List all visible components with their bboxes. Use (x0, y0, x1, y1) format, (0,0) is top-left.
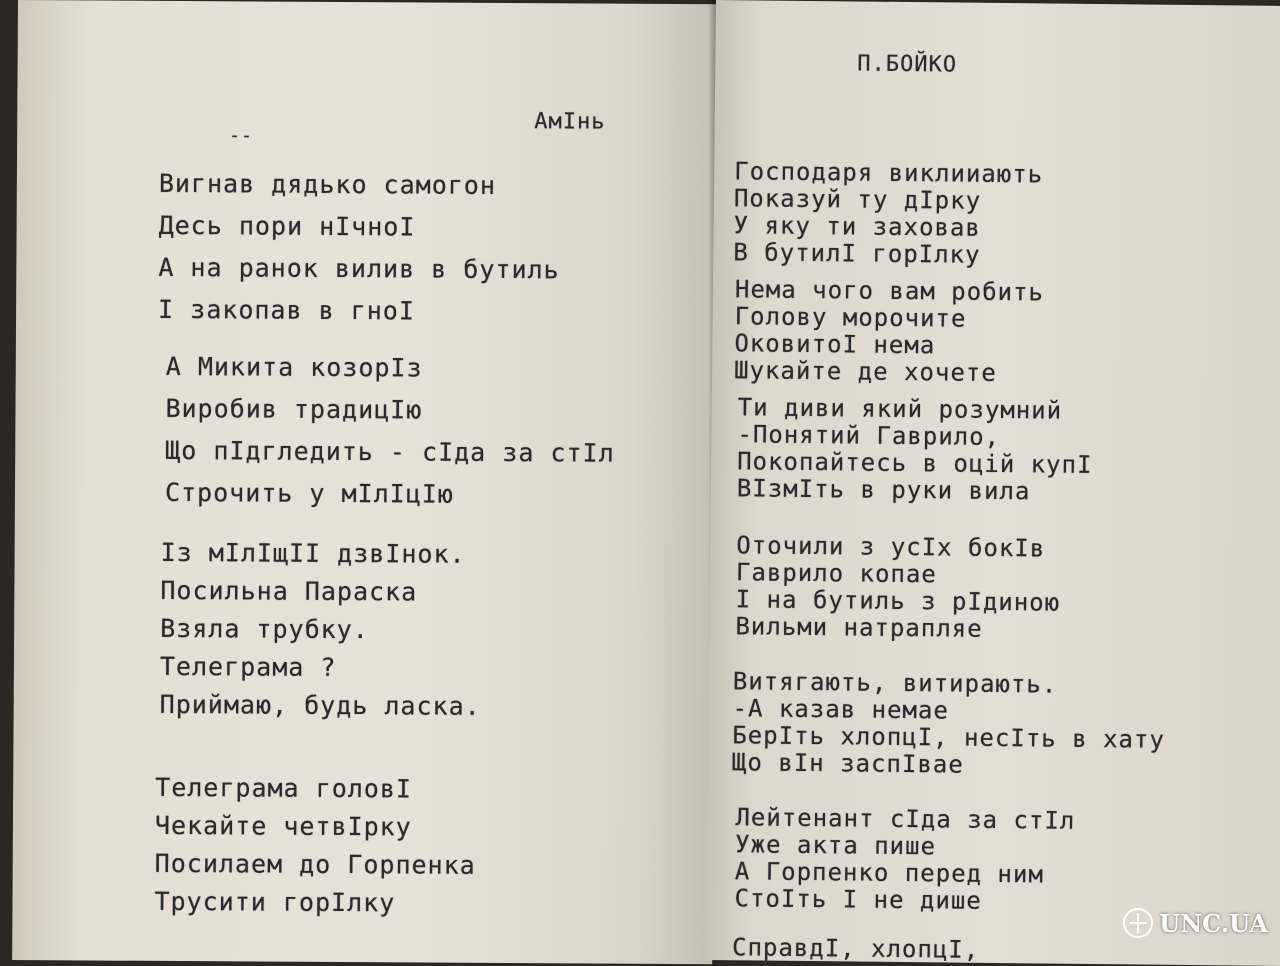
poem-line: Приймаю, будь ласка. (159, 689, 481, 721)
poem-line: Десь пори нІчноI (158, 210, 416, 242)
site-watermark (1123, 908, 1268, 938)
poem-line: Виробив традицІю (165, 393, 423, 425)
poem-line: Посилаем до Горпенка (154, 848, 476, 880)
right-stanza-2 (734, 276, 1044, 387)
poem-line: БерІть хлопцІ, несІть в хату (732, 721, 1166, 754)
right-stanza-1 (733, 158, 1043, 269)
poem-line: Трусити горІлку (154, 886, 396, 918)
left-stanza-1 (158, 163, 560, 333)
poem-line: Вильми натрапляе (735, 612, 983, 643)
poem-line: Голову морочите (734, 302, 967, 333)
poem-line: ОковитоI нема (734, 329, 936, 360)
poem-line: -А казав немае (732, 694, 950, 725)
right-sheet (706, 0, 1280, 966)
poem-line: СправдІ, хлопцІ, (731, 933, 980, 964)
poem-line: Покопайтесь в оцій купІ (737, 447, 1093, 479)
poem-line: Строчить у мІлІцІю (164, 477, 455, 509)
poem-line: В бутилІ горІлку (733, 238, 981, 269)
left-stanza-3 (160, 534, 482, 726)
left-stanza-4 (154, 769, 476, 923)
dash-mark: -- (229, 125, 253, 147)
poem-line: Телеграма головІ (155, 772, 413, 804)
poem-line: Що пІдгледить - сІда за стІл (165, 435, 615, 468)
poem-line: Гаврило копае (735, 558, 937, 589)
poem-line: Витягають, витирають. (732, 667, 1058, 699)
poem-line: Посильна Параска (160, 575, 418, 607)
poem-line: А Горпенко перед ним (734, 857, 1044, 889)
poem-line: Лейтенант сІда за стІл (735, 803, 1076, 835)
poem-line: Шукайте де хочете (733, 356, 997, 387)
right-stanza-5 (732, 668, 1166, 781)
poem-line: І на бутиль з рІдиною (735, 585, 1061, 617)
right-stanza-6 (734, 804, 1075, 916)
poem-line: Телеграма ? (159, 651, 337, 682)
poem-line: Що вІн заспІвае (731, 748, 964, 779)
poem-line: Ти диви який розумний (737, 393, 1063, 425)
poem-line: У яку ти заховав (733, 211, 981, 242)
author-name: П.БОЙКО (857, 51, 958, 78)
poem-line: А на ранок вилив в бутиль (158, 252, 560, 285)
watermark-text: UNC.UA (1159, 908, 1268, 938)
poem-line: СтоІть І не дише (734, 884, 982, 915)
poem-title: АмІнь (534, 109, 606, 135)
left-stanza-2 (165, 346, 615, 517)
poem-line: Оточили з усІх бокІв (736, 531, 1046, 563)
poem-line: Уже акта пише (735, 830, 937, 861)
unc-logo-icon (1123, 908, 1153, 938)
left-sheet (12, 0, 718, 964)
poem-line: Із мІлІщII дзвІнок. (160, 537, 466, 569)
poem-line: Вигнав дядько самогон (158, 168, 497, 200)
poem-line: Чекайте четвІрку (154, 810, 412, 842)
poem-line: Нема чого вам робить (734, 275, 1045, 307)
poem-line: Взяла трубку. (160, 613, 369, 645)
poem-line: І закопав в гноI (158, 294, 416, 326)
poem-line: ВІзмІть в руки вила (736, 474, 1031, 506)
poem-line: А Микита козорІз (165, 351, 423, 383)
right-stanza-7 (732, 934, 979, 964)
poem-line: -Понятий Гаврило, (737, 420, 1001, 451)
right-stanza-3 (737, 394, 1093, 506)
right-stanza-4 (735, 532, 1061, 643)
poem-line: Господаря виклииають (734, 157, 1044, 189)
poem-line: Показуй ту дІрку (733, 184, 982, 215)
